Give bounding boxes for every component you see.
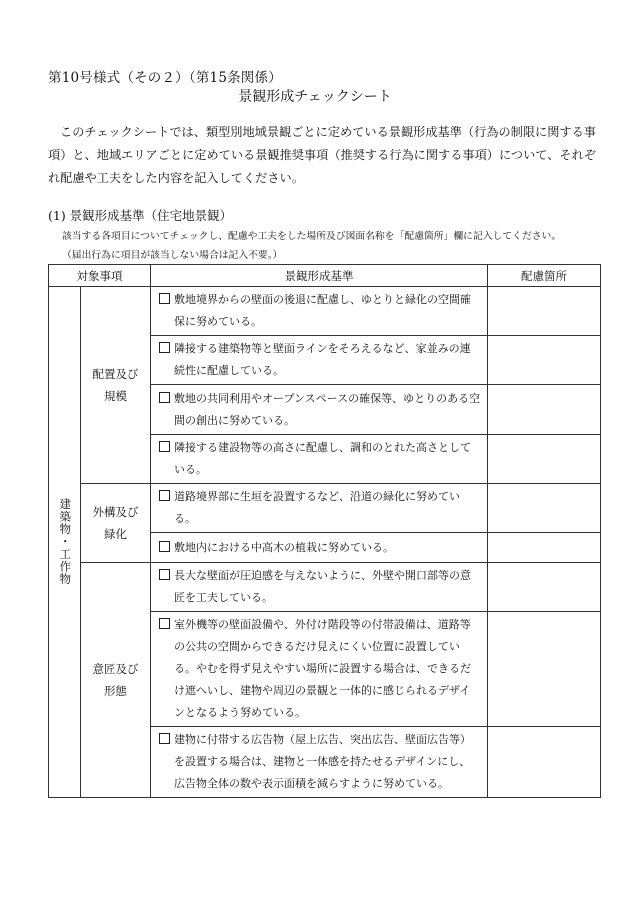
checkbox[interactable] — [159, 541, 170, 552]
header-place: 配慮箇所 — [488, 265, 601, 287]
instruction-note: （届出行為に項目が該当しない場合は記入不要。） — [62, 250, 283, 261]
place-cell[interactable] — [488, 533, 601, 563]
criteria-cell — [151, 612, 488, 727]
checkbox[interactable] — [159, 569, 170, 580]
place-cell[interactable] — [488, 385, 601, 435]
group-label: 外構及び — [92, 505, 139, 519]
criteria-cell — [151, 287, 488, 336]
group-label: 緑化 — [104, 527, 127, 541]
criteria-text: 隣接する建築物等と壁面ラインをそろえるなど、家並みの連続性に配慮している。 — [174, 342, 471, 377]
criteria-text: 隣接する建設物等の高さに配慮し、調和のとれた高さとしている。 — [174, 441, 471, 476]
group-label: 形態 — [104, 684, 127, 698]
place-cell[interactable] — [488, 612, 601, 727]
group-label: 配置及び — [92, 367, 139, 381]
header-target: 対象事項 — [49, 265, 151, 287]
criteria-text: 室外機等の壁面設備や、外付け階段等の付帯設備は、道路等の公共の空間からできるだけ見えにくい位置に設置している。やむを得ず見えやすい場所に設置する場合は、できるだけ遮へいし、建物や周辺の景観と一体的に感じられるデザインとなるよう努めている。 — [174, 618, 471, 719]
criteria-text: 建物に付帯する広告物（屋上広告、突出広告、壁面広告等）を設置する場合は、建物と一体感を持たせるデザインにし、広告物全体の数や表示面積を減らすように努めている。 — [174, 733, 471, 790]
instruction-text: 該当する各項目についてチェックし、配慮や工夫をした場所及び図面名称を「配慮箇所」欄に記入してください。 — [62, 231, 562, 242]
place-cell[interactable] — [488, 563, 601, 612]
form-number: 第10号様式（その２）（第15条関係） — [48, 70, 282, 86]
place-cell[interactable] — [488, 727, 601, 798]
group-label-cell — [81, 484, 151, 563]
criteria-cell — [151, 385, 488, 435]
place-cell[interactable] — [488, 287, 601, 336]
header-criteria: 景観形成基準 — [151, 265, 488, 287]
group-label-cell — [81, 563, 151, 798]
criteria-cell — [151, 533, 488, 563]
category-label: 建築物・工作物 — [58, 498, 73, 586]
table-row — [49, 563, 601, 612]
checkbox[interactable] — [159, 733, 170, 744]
checkbox[interactable] — [159, 490, 170, 501]
criteria-cell — [151, 563, 488, 612]
place-cell[interactable] — [488, 484, 601, 533]
section-heading: (1) 景観形成基準（住宅地景観） — [48, 208, 233, 223]
table-row — [49, 484, 601, 533]
table-header-row — [49, 265, 601, 287]
checkbox[interactable] — [159, 293, 170, 304]
criteria-text: 長大な壁面が圧迫感を与えないように、外壁や開口部等の意匠を工夫している。 — [174, 569, 471, 604]
intro-paragraph: このチェックシートでは、類型別地域景観ごとに定めている景観形成基準（行為の制限に関する事項）と、地域エリアごとに定めている景観推奨事項（推奨する行為に関する事項）について、それぞれ配慮や工夫をした内容を記入してください。 — [48, 125, 596, 185]
document-title: 景観形成チェックシート — [238, 89, 392, 105]
group-label-cell — [81, 287, 151, 484]
criteria-cell — [151, 727, 488, 798]
checkbox[interactable] — [159, 441, 170, 452]
category-cell — [49, 287, 81, 798]
table-row — [49, 287, 601, 336]
criteria-text: 敷地内における中高木の植栽に努めている。 — [174, 540, 394, 554]
place-cell[interactable] — [488, 336, 601, 385]
criteria-text: 道路境界部に生垣を設置するなど、沿道の緑化に努めている。 — [174, 490, 460, 525]
place-cell[interactable] — [488, 435, 601, 484]
checkbox[interactable] — [159, 342, 170, 353]
group-label: 規模 — [104, 389, 127, 403]
criteria-text: 敷地境界からの壁面の後退に配慮し、ゆとりと緑化の空間確保に努めている。 — [174, 293, 471, 328]
criteria-cell — [151, 484, 488, 533]
checkbox[interactable] — [159, 392, 170, 403]
group-label: 意匠及び — [92, 662, 139, 676]
criteria-text: 敷地の共同利用やオープンスペースの確保等、ゆとりのある空間の創出に努めている。 — [174, 391, 481, 427]
checkbox[interactable] — [159, 618, 170, 629]
check-table — [48, 264, 601, 798]
criteria-cell — [151, 435, 488, 484]
criteria-cell — [151, 336, 488, 385]
